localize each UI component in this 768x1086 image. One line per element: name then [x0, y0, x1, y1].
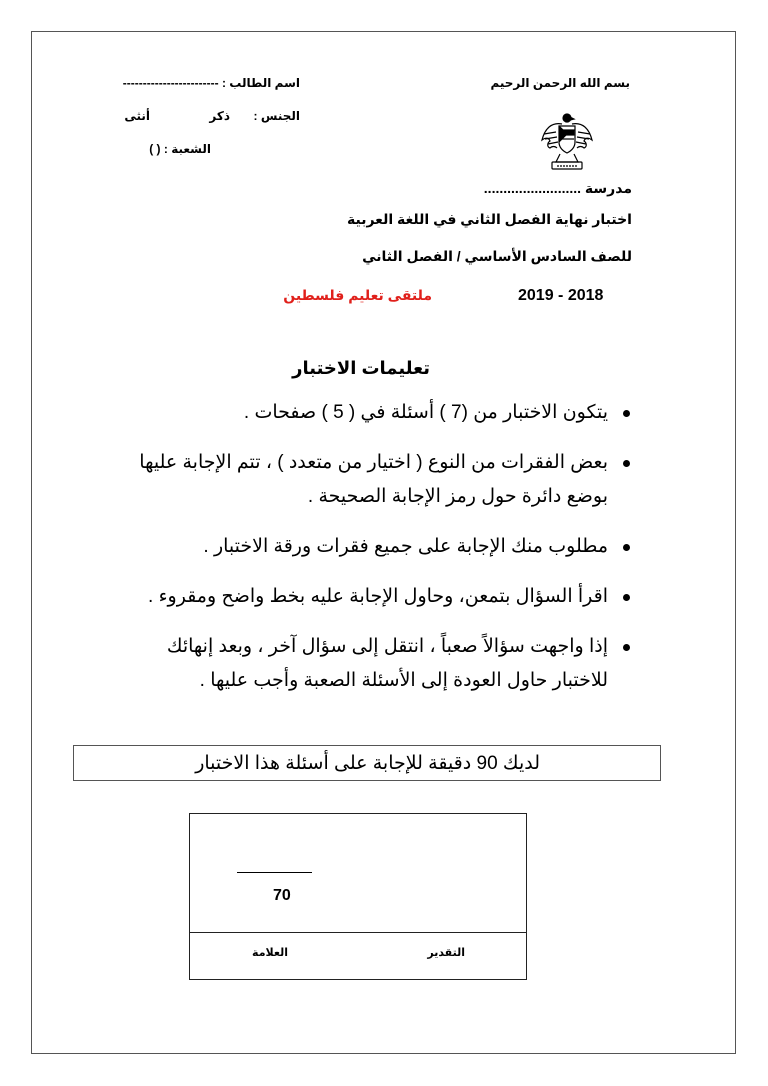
total-score: 70	[273, 887, 291, 904]
grade-label: العلامة	[252, 947, 288, 959]
section-field: الشعبة : ( )	[149, 142, 211, 156]
score-line	[237, 872, 312, 873]
instruction-item: اقرأ السؤال بتمعن، وحاول الإجابة عليه بخط واضح ومقروء .	[110, 580, 630, 614]
student-name-field: اسم الطالب : ------------------------	[122, 76, 300, 90]
grade-divider	[190, 932, 526, 933]
source-label: ملتقى تعليم فلسطين	[283, 287, 432, 303]
bullet-icon	[623, 544, 630, 551]
bullet-icon	[623, 594, 630, 601]
instruction-item: يتكون الاختبار من (7 ) أسئلة في ( 5 ) صفحات .	[110, 396, 630, 430]
grade-term: للصف السادس الأساسي / الفصل الثاني	[362, 248, 632, 264]
grade-box	[189, 813, 527, 980]
basmala: بسم الله الرحمن الرحيم	[490, 76, 630, 90]
instruction-item: مطلوب منك الإجابة على جميع فقرات ورقة الاختبار .	[110, 530, 630, 564]
bullet-icon	[623, 410, 630, 417]
bullet-icon	[623, 644, 630, 651]
school-field: مدرسة .........................	[483, 180, 632, 196]
gender-male: ذكر	[209, 109, 230, 123]
instructions-list	[110, 396, 630, 714]
time-note-box	[73, 745, 661, 781]
rating-label: التقدير	[427, 947, 465, 959]
school-year: 2019 - 2018	[518, 287, 604, 304]
instruction-item: إذا واجهت سؤالاً صعباً ، انتقل إلى سؤال آخر ، وبعد إنهائك للاختبار حاول العودة إلى الأسئلة الصعبة وأجب عليها .	[110, 630, 630, 698]
instructions-title: تعليمات الاختبار	[292, 358, 430, 378]
palestine-emblem-icon	[540, 110, 594, 172]
bullet-icon	[623, 460, 630, 467]
time-note: لديك 90 دقيقة للإجابة على أسئلة هذا الاختبار	[195, 753, 540, 774]
exam-title: اختبار نهاية الفصل الثاني في اللغة العربية	[347, 211, 632, 227]
gender-label: الجنس :	[253, 109, 300, 123]
gender-female: أنثى	[124, 109, 150, 123]
instruction-item: بعض الفقرات من النوع ( اختيار من متعدد ) ، تتم الإجابة عليها بوضع دائرة حول رمز الإجابة الصحيحة .	[110, 446, 630, 514]
